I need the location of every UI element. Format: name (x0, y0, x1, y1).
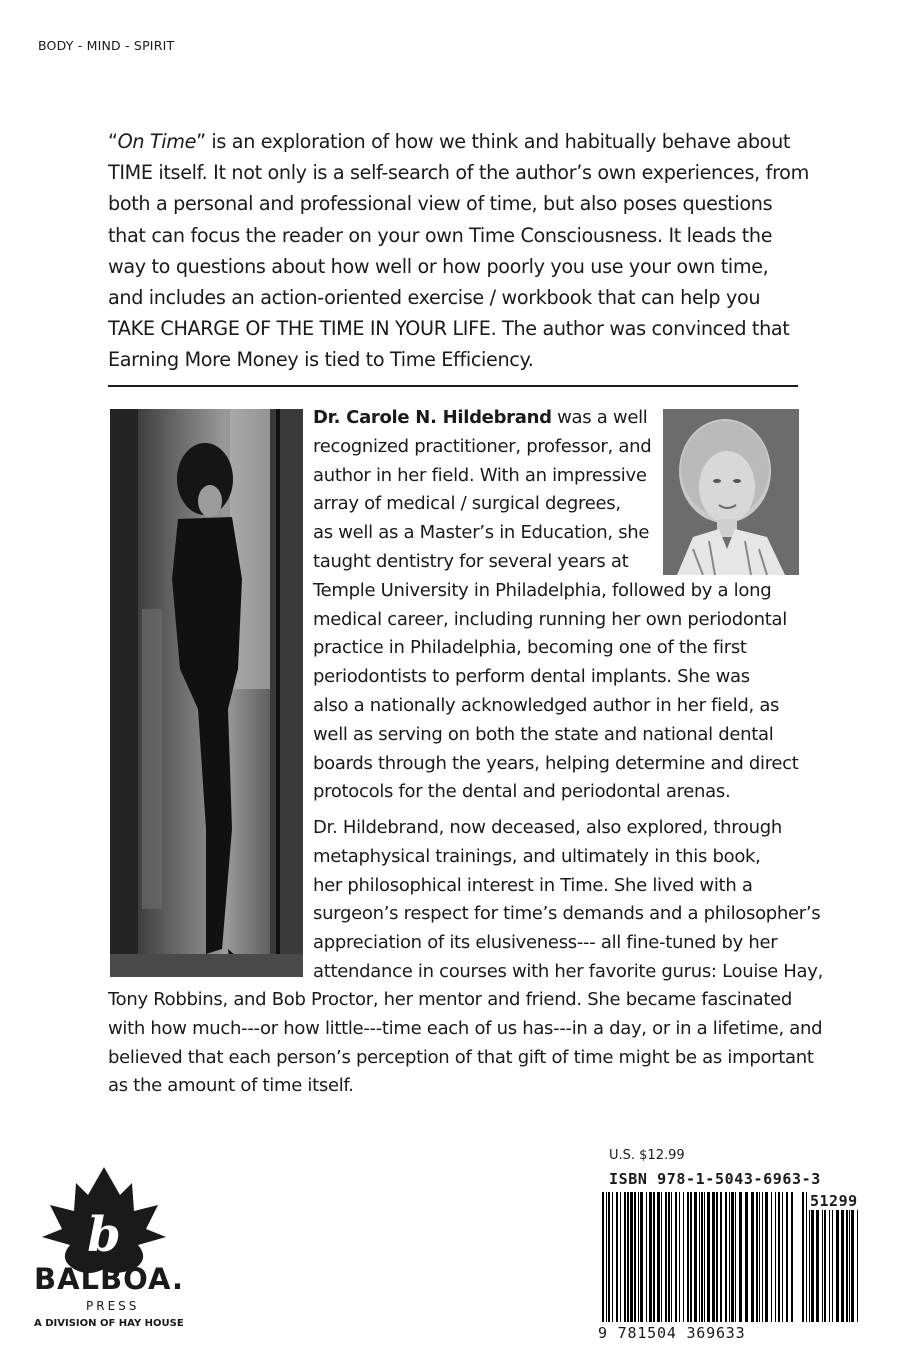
divider-rule (108, 385, 798, 387)
addon-digits: 51299 (810, 1192, 858, 1210)
barcode-bar (704, 1192, 705, 1322)
bio-line: array of medical / surgical degrees, (313, 493, 621, 515)
bio-line: metaphysical trainings, and ultimately in this book, (313, 845, 761, 867)
barcode-bar (661, 1192, 662, 1322)
bio-line: author in her field. With an impressive (313, 464, 647, 486)
barcode-bar (725, 1192, 727, 1322)
barcode-bar (675, 1192, 677, 1322)
barcode-bar (778, 1192, 780, 1322)
bio-line: well as serving on both the state and national dental (313, 723, 774, 745)
barcode-bar (811, 1192, 814, 1322)
barcode-bar (809, 1192, 810, 1322)
bio-line: taught dentistry for several years at (313, 550, 629, 572)
barcode-bar (806, 1192, 807, 1322)
bio-line: also a nationally acknowledged author in her field, as (313, 694, 780, 716)
barcode-bar (653, 1192, 655, 1322)
barcode-bar (671, 1192, 672, 1322)
bio-line: surgeon’s respect for time’s demands and a philosopher’s (313, 903, 821, 925)
barcode-bar (630, 1192, 633, 1322)
bio-line: with how much---or how little---time each of us has---in a day, or in a lifetime, and (108, 1017, 823, 1039)
barcode-bar (857, 1192, 858, 1322)
barcode-bar (679, 1192, 680, 1322)
bio-line: boards through the years, helping determine and direct (313, 752, 799, 774)
barcode-bar (699, 1192, 700, 1322)
barcode-bar (782, 1192, 783, 1322)
barcode-bar (846, 1192, 848, 1322)
blurb-line: Earning More Money is tied to Time Efficiency. (108, 348, 534, 372)
bio-line: Dr. Carole N. Hildebrand was a well (313, 407, 648, 428)
publisher-sub: PRESS (86, 1299, 140, 1313)
barcode-bar (759, 1192, 760, 1322)
barcode-bar (638, 1192, 639, 1322)
price-label: U.S. $12.99 (609, 1148, 685, 1163)
barcode-bar (765, 1192, 768, 1322)
barcode-bar (716, 1192, 718, 1322)
bio-line: practice in Philadelphia, becoming one of the first (313, 637, 747, 659)
blurb-line: and includes an action-oriented exercise / workbook that can help you (108, 286, 761, 310)
isbn-label: ISBN 978-1-5043-6963-3 (609, 1170, 821, 1188)
barcode-bar (771, 1192, 772, 1322)
barcode-bar (612, 1192, 613, 1322)
bio-line: believed that each person’s perception of that gift of time might be as important (108, 1046, 814, 1068)
barcode-bar (775, 1192, 776, 1322)
barcode-bar (756, 1192, 758, 1322)
barcode-bar (602, 1192, 604, 1322)
barcode-bar (745, 1192, 748, 1322)
barcode-bar (620, 1192, 621, 1322)
barcode-bar (851, 1192, 854, 1322)
bio-line: recognized practitioner, professor, and (313, 435, 652, 457)
barcode-bar (841, 1192, 844, 1322)
barcode-bar (832, 1192, 833, 1322)
barcode-bar (687, 1192, 689, 1322)
bio-line: periodontists to perform dental implants. She was (313, 666, 750, 688)
bio-line: Temple University in Philadelphia, followed by a long (313, 579, 772, 601)
barcode-bar (786, 1192, 788, 1322)
barcode-bar (683, 1192, 684, 1322)
barcode-bar (665, 1192, 667, 1322)
barcode-bar (836, 1192, 839, 1322)
bio-paragraph-1 (313, 404, 799, 807)
barcode-bar (816, 1192, 819, 1322)
barcode-bar (739, 1192, 742, 1322)
barcode-bar (608, 1192, 610, 1322)
logo-letter: b (87, 1207, 121, 1263)
barcode-bar (824, 1192, 826, 1322)
barcode-bar (791, 1192, 793, 1322)
blurb-line: “On Time” is an exploration of how we think and habitually behave about (108, 130, 791, 153)
blurb (108, 126, 809, 376)
barcode-bar (822, 1192, 823, 1322)
bio-line: her philosophical interest in Time. She lived with a (313, 874, 753, 896)
bio-line: attendance in courses with her favorite gurus: Louise Hay, (313, 960, 824, 982)
category-label: BODY - MIND - SPIRIT (38, 38, 175, 53)
barcode-bar (668, 1192, 670, 1322)
barcode-bar (731, 1192, 734, 1322)
author-name: Dr. Carole N. Hildebrand (313, 407, 552, 428)
blurb-line: that can focus the reader on your own Time Consciousness. It leads the (108, 223, 773, 247)
barcode-bar (762, 1192, 763, 1322)
bio-line: Tony Robbins, and Bob Proctor, her mentor and friend. She became fascinated (108, 989, 793, 1010)
blurb-line: TAKE CHARGE OF THE TIME IN YOUR LIFE. The author was convinced that (108, 317, 790, 341)
barcode-bar (829, 1192, 830, 1322)
bio-paragraph-2-continued (108, 986, 822, 1101)
barcode-bar (634, 1192, 636, 1322)
barcode-bar (649, 1192, 652, 1322)
barcode-bar (657, 1192, 660, 1322)
barcode-bar (690, 1192, 692, 1322)
publisher-division: A DIVISION OF HAY HOUSE (34, 1318, 184, 1329)
bio-paragraph-2 (313, 814, 823, 987)
barcode-bar (729, 1192, 730, 1322)
barcode-bar (646, 1192, 647, 1322)
bio-line: medical career, including running her own periodontal (313, 608, 787, 630)
barcode-bar (640, 1192, 643, 1322)
barcode-bar (707, 1192, 710, 1322)
bio-line: Dr. Hildebrand, now deceased, also explored, through (313, 817, 782, 838)
blurb-line: TIME itself. It not only is a self-search of the author’s own experiences, from (108, 161, 809, 185)
barcode-bar (751, 1192, 754, 1322)
barcode-bar (627, 1192, 629, 1322)
book-title-italic: On Time (117, 130, 197, 153)
barcode-bar (712, 1192, 715, 1322)
barcode-bar (624, 1192, 626, 1322)
price-addon-barcode (800, 1192, 862, 1322)
barcode-bar (849, 1192, 850, 1322)
blurb-line: both a personal and professional view of time, but also poses questions (108, 192, 773, 216)
barcode-bar (616, 1192, 618, 1322)
barcode-digits: 9 781504 369633 (598, 1324, 746, 1342)
blurb-line: way to questions about how well or how poorly you use your own time, (108, 254, 769, 278)
publisher-name: BALBOA. (34, 1262, 185, 1296)
barcode-bar (606, 1192, 607, 1322)
isbn-barcode (600, 1192, 797, 1322)
bio-line: appreciation of its elusiveness--- all fine-tuned by her (313, 932, 778, 954)
bio-line: as well as a Master’s in Education, she (313, 522, 650, 544)
barcode-bar (802, 1192, 804, 1322)
barcode-bar (701, 1192, 703, 1322)
bio-line: protocols for the dental and periodontal arenas. (313, 781, 731, 803)
barcode-bar (735, 1192, 736, 1322)
bio-line: as the amount of time itself. (108, 1075, 354, 1097)
barcode-bar (720, 1192, 722, 1322)
barcode-bar (694, 1192, 697, 1322)
author-photo-standing (110, 409, 303, 977)
